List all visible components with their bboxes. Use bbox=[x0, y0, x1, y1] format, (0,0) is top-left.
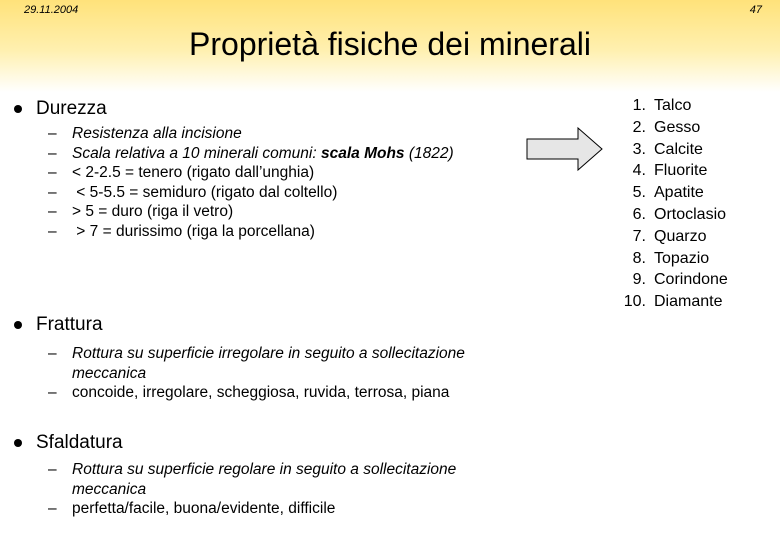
mineral-name: Ortoclasio bbox=[654, 205, 727, 223]
text-line: Rottura su superficie regolare in seguito a sollecitazione bbox=[72, 461, 457, 478]
bullet-frattura bbox=[14, 314, 103, 336]
dash-glyph: – bbox=[48, 461, 57, 478]
list-item bbox=[48, 183, 454, 203]
bullet-sfaldatura bbox=[14, 432, 123, 454]
list-item bbox=[48, 499, 456, 519]
list-item-text: Resistenza alla incisione bbox=[72, 125, 242, 142]
list-number: 8. bbox=[632, 249, 646, 267]
list-number: 10. bbox=[623, 293, 646, 311]
mineral-name: Quarzo bbox=[654, 227, 707, 245]
list-item bbox=[48, 144, 454, 164]
list-item bbox=[606, 204, 728, 226]
list-item bbox=[606, 95, 728, 117]
text-line: meccanica bbox=[72, 480, 147, 498]
mohs-scale-list bbox=[606, 95, 728, 313]
bullet-dot-icon bbox=[14, 439, 22, 447]
mineral-name: Talco bbox=[654, 97, 692, 114]
list-number: 6. bbox=[632, 205, 646, 223]
list-item-text: < 2-2.5 = tenero (rigato dall’unghia) bbox=[72, 164, 315, 181]
list-item bbox=[48, 124, 454, 144]
durezza-list bbox=[48, 124, 454, 241]
mineral-name: Fluorite bbox=[654, 162, 708, 180]
page-number: 47 bbox=[749, 4, 762, 16]
list-item-text bbox=[72, 144, 454, 164]
list-item-text: > 5 = duro (riga il vetro) bbox=[72, 203, 234, 220]
list-item bbox=[606, 139, 728, 161]
mineral-name: Gesso bbox=[654, 118, 701, 136]
list-item bbox=[48, 460, 456, 499]
list-item bbox=[606, 160, 728, 182]
dash-glyph: – bbox=[48, 183, 57, 201]
list-item bbox=[606, 248, 728, 270]
list-number: 2. bbox=[632, 118, 646, 136]
list-item bbox=[48, 202, 454, 222]
dash-glyph: – bbox=[48, 144, 57, 162]
text-line: Rottura su superficie irregolare in seguito a sollecitazione bbox=[72, 345, 465, 362]
date-label: 29.11.2004 bbox=[24, 4, 79, 16]
list-number: 7. bbox=[632, 227, 646, 245]
sfaldatura-list bbox=[48, 460, 456, 519]
dash-glyph: – bbox=[48, 125, 57, 142]
dash-glyph: – bbox=[48, 500, 57, 517]
list-number: 9. bbox=[632, 271, 646, 289]
dash-glyph: – bbox=[48, 345, 57, 362]
list-item bbox=[48, 383, 465, 403]
dash-glyph: – bbox=[48, 222, 57, 240]
list-number: 1. bbox=[632, 97, 646, 114]
heading-frattura: Frattura bbox=[36, 314, 103, 335]
bullet-durezza bbox=[14, 98, 107, 120]
mineral-name: Corindone bbox=[654, 271, 728, 289]
text-segment: Scala relativa a 10 minerali comuni: bbox=[72, 144, 321, 162]
list-item bbox=[48, 344, 465, 383]
right-arrow-icon bbox=[526, 126, 604, 172]
list-item-text bbox=[72, 344, 465, 383]
mineral-name: Apatite bbox=[654, 184, 704, 202]
mineral-name: Calcite bbox=[654, 140, 703, 158]
text-line: meccanica bbox=[72, 364, 147, 382]
dash-glyph: – bbox=[48, 384, 57, 401]
list-item bbox=[606, 226, 728, 248]
dash-glyph: – bbox=[48, 164, 57, 181]
bullet-dot-icon bbox=[14, 321, 22, 329]
list-item bbox=[606, 291, 728, 313]
list-number: 4. bbox=[632, 162, 646, 180]
header-band bbox=[0, 0, 780, 92]
dash-glyph: – bbox=[48, 203, 57, 220]
list-item-text: > 7 = durissimo (riga la porcellana) bbox=[72, 222, 315, 240]
list-item-text: < 5-5.5 = semiduro (rigato dal coltello) bbox=[72, 183, 338, 201]
list-item bbox=[48, 222, 454, 242]
heading-sfaldatura: Sfaldatura bbox=[36, 432, 123, 453]
list-item bbox=[606, 182, 728, 204]
mineral-name: Diamante bbox=[654, 293, 723, 311]
list-item bbox=[606, 117, 728, 139]
list-number: 3. bbox=[632, 140, 646, 158]
list-item bbox=[48, 163, 454, 183]
bullet-dot-icon bbox=[14, 105, 22, 113]
text-segment: (1822) bbox=[404, 144, 454, 162]
list-item-text bbox=[72, 460, 456, 499]
list-number: 5. bbox=[632, 184, 646, 202]
heading-durezza: Durezza bbox=[36, 98, 107, 119]
list-item-text: concoide, irregolare, scheggiosa, ruvida, terrosa, piana bbox=[72, 384, 450, 401]
mineral-name: Topazio bbox=[654, 249, 710, 267]
frattura-list bbox=[48, 344, 465, 403]
bold-term: scala Mohs bbox=[320, 144, 405, 162]
list-item-text: perfetta/facile, buona/evidente, difficile bbox=[72, 500, 336, 517]
list-item bbox=[606, 269, 728, 291]
page-title: Proprietà fisiche dei minerali bbox=[189, 26, 591, 62]
